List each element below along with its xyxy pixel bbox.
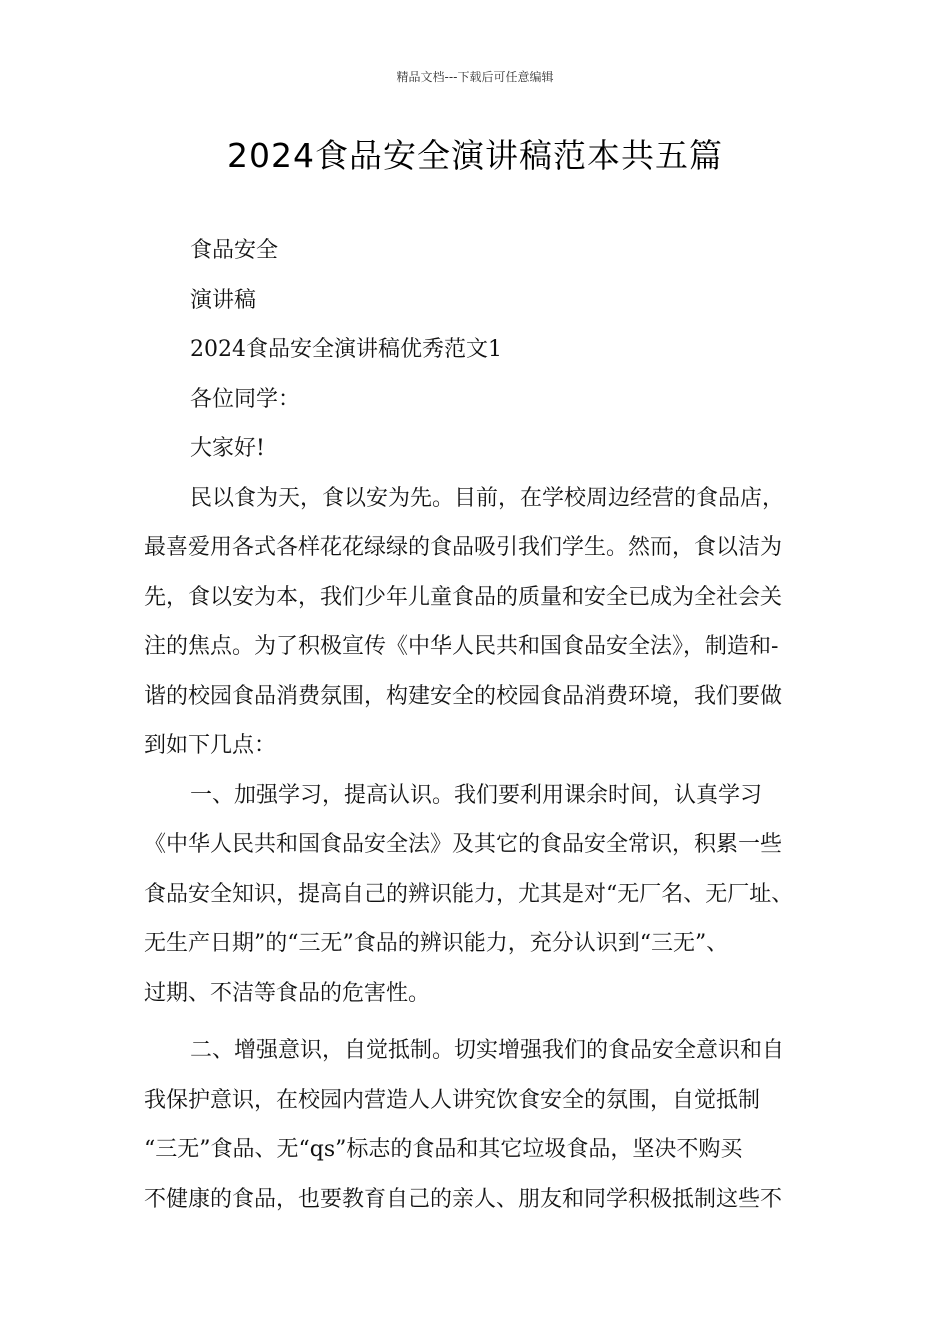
paragraph-2-line: 一、加强学习，提高认识。我们要利用课余时间，认真学习 [190, 782, 763, 808]
paragraph-gap [144, 1018, 810, 1026]
header-note: 精品文档---下载后可任意编辑 [396, 70, 554, 84]
body-line: 2024食品安全演讲稿优秀范文1 [190, 337, 502, 362]
document-title: 2024食品安全演讲稿范本共五篇 [227, 136, 723, 175]
paragraph-1-line: 先，食以安为本，我们少年儿童食品的质量和安全已成为全社会关 [144, 584, 783, 610]
document-body [144, 226, 810, 1224]
paragraph-2-line: 过期、不洁等食品的危害性。 [144, 980, 431, 1006]
paragraph-3-line: “三无”食品、无“qs”标志的食品和其它垃圾食品，坚决不购买 [144, 1137, 743, 1162]
paragraph-1-line: 注的焦点。为了积极宣传《中华人民共和国食品安全法》，制造和- [144, 634, 779, 659]
paragraph-1-line: 最喜爱用各式各样花花绿绿的食品吸引我们学生。然而，食以洁为 [144, 535, 783, 560]
paragraph-2-line: 无生产日期”的“三无”食品的辨识能力，充分认识到“三无”、 [144, 931, 729, 956]
paragraph-3-line: 不健康的食品，也要教育自己的亲人、朋友和同学积极抵制这些不 [144, 1186, 783, 1212]
paragraph-3-line: 二、增强意识，自觉抵制。切实增强我们的食品安全意识和自 [190, 1038, 785, 1063]
paragraph-1-line: 谐的校园食品消费氛围，构建安全的校园食品消费环境，我们要做 [144, 683, 783, 709]
paragraph-1-line: 到如下几点： [144, 733, 277, 758]
paragraph-1-line: 民以食为天，食以安为先。目前，在学校周边经营的食品店， [190, 485, 785, 511]
body-line: 各位同学： [190, 386, 301, 412]
paragraph-2-line: 《中华人民共和国食品安全法》及其它的食品安全常识，积累一些 [144, 832, 783, 857]
paragraph-3-line: 我保护意识，在校园内营造人人讲究饮食安全的氛围，自觉抵制 [144, 1087, 761, 1113]
paragraph-2-line: 食品安全知识，提高自己的辨识能力，尤其是对“无厂名、无厂址、 [144, 881, 794, 907]
body-line: 食品安全 [190, 238, 279, 263]
body-line: 大家好! [190, 436, 265, 461]
body-line: 演讲稿 [190, 287, 257, 313]
